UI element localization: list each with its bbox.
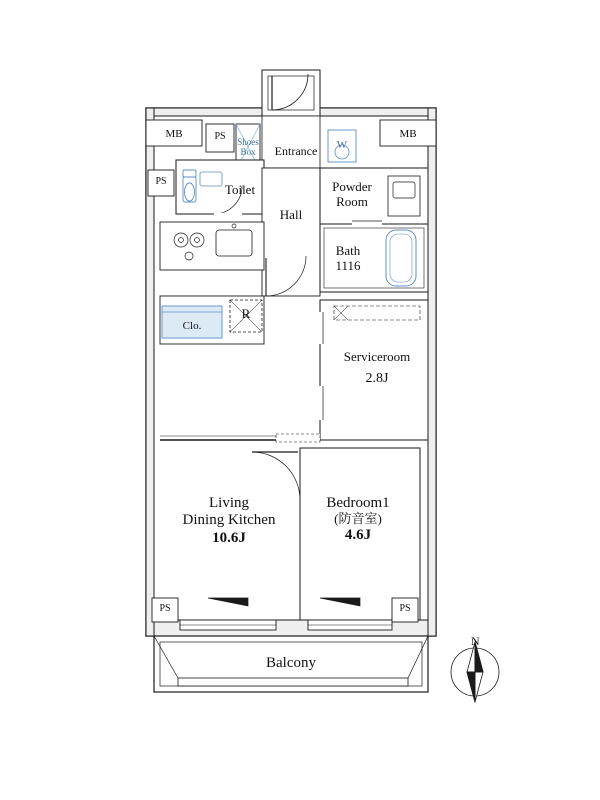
room-label-powder-room: Powder Room xyxy=(332,179,372,209)
room-label-toilet: Toilet xyxy=(224,182,256,197)
compass-north-label: N xyxy=(471,634,480,648)
label-meter-box-left: MB xyxy=(165,128,183,140)
label-pipe-shaft-bottom-left: PS xyxy=(159,603,171,614)
room-label-balcony: Balcony xyxy=(266,655,316,671)
room-label-bedroom1: Bedroom1 (防音室) 4.6J xyxy=(326,495,390,544)
label-pipe-shaft-bottom-right: PS xyxy=(399,603,411,614)
room-label-shoes-box: Shoes Box xyxy=(237,137,259,158)
room-label-refrigerator: R xyxy=(241,306,251,321)
room-label-bath: Bath 1116 xyxy=(335,243,361,273)
label-meter-box-right: MB xyxy=(399,128,417,140)
room-label-washer: W xyxy=(336,139,348,151)
room-label-closet: Clo. xyxy=(182,320,202,332)
label-pipe-shaft-left: PS xyxy=(155,176,167,187)
room-label-hall: Hall xyxy=(279,207,303,222)
room-label-living-dining-kitchen: Living Dining Kitchen 10.6J xyxy=(182,495,276,546)
label-pipe-shaft-top: PS xyxy=(214,131,226,142)
room-label-serviceroom: Serviceroom 2.8J xyxy=(343,349,411,386)
room-label-entrance: Entrance xyxy=(274,144,318,158)
